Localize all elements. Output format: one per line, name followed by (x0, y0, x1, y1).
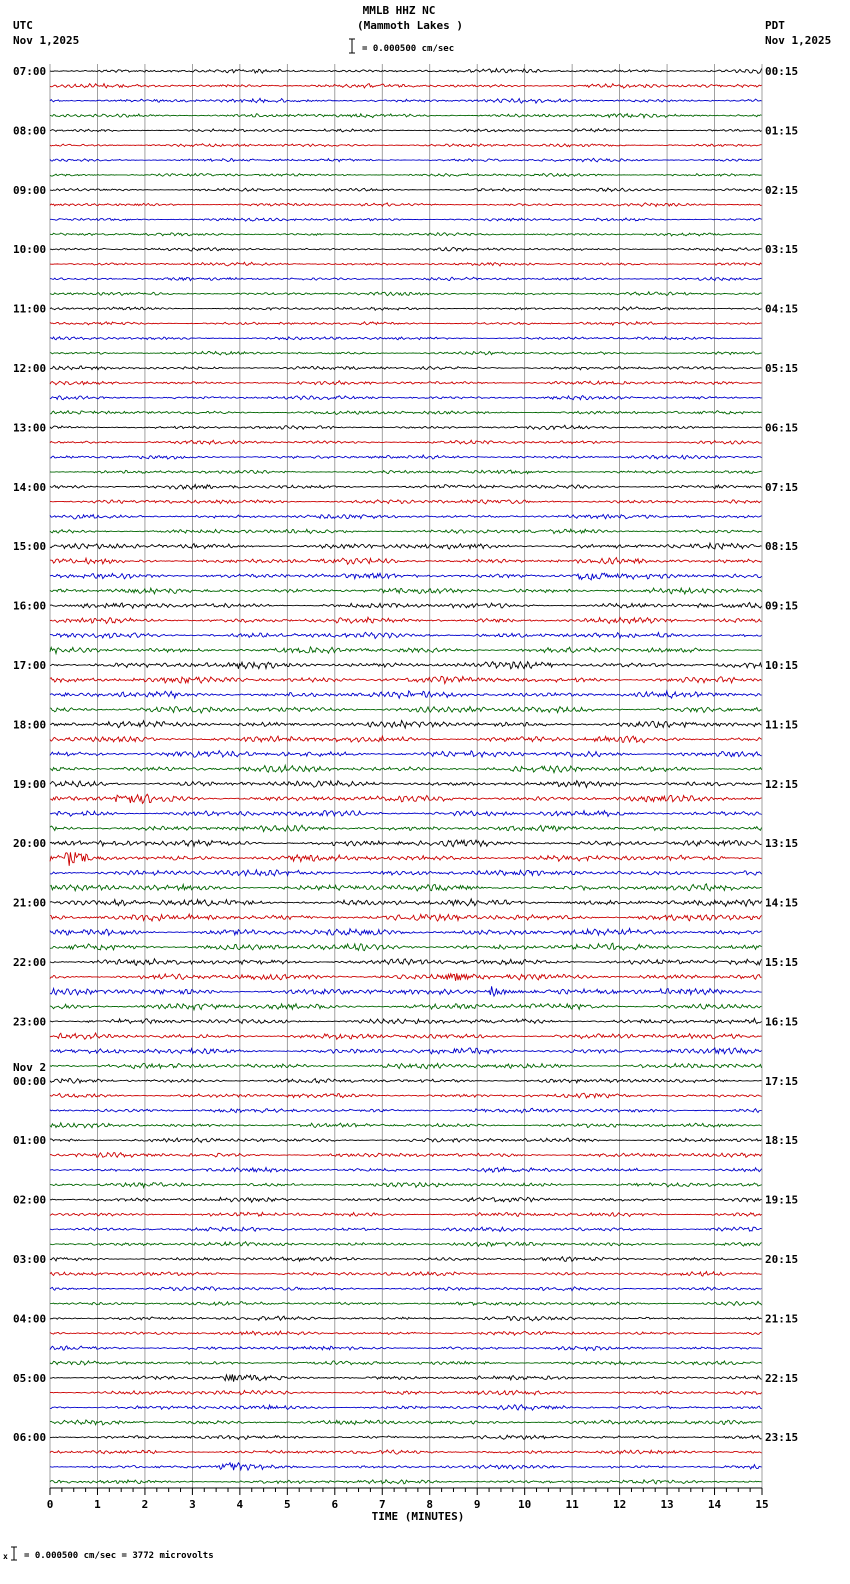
seismic-trace-line (50, 973, 762, 980)
seismic-trace-line (50, 632, 762, 638)
seismic-trace-line (50, 84, 762, 89)
seismic-trace-line (50, 707, 762, 714)
seismic-trace-line (50, 158, 762, 162)
pdt-hour-label: 23:15 (765, 1431, 799, 1445)
seismic-trace-line (50, 1182, 762, 1187)
seismic-trace-line (50, 1108, 762, 1113)
utc-hour-label: 23:00 (13, 1015, 47, 1029)
x-tick-label: 12 (612, 1498, 627, 1511)
seismic-trace-line (50, 1063, 762, 1068)
seismic-trace-line (50, 1450, 762, 1454)
utc-hour-label: 22:00 (13, 956, 47, 969)
pdt-hour-label: 05:15 (765, 362, 799, 375)
x-tick-label: 4 (236, 1498, 244, 1511)
utc-hour-label: 16:00 (13, 599, 47, 613)
seismic-trace-line (50, 1257, 762, 1262)
seismic-trace-line (50, 144, 762, 147)
station-location: (Mammoth Lakes ) (357, 19, 463, 32)
seismic-trace-line (50, 1033, 762, 1039)
utc-hour-label: 06:00 (13, 1431, 47, 1445)
seismic-trace-line (50, 1242, 762, 1247)
x-tick-label: 14 (707, 1498, 722, 1511)
seismic-trace-line (50, 322, 762, 326)
utc-hour-label: 11:00 (13, 302, 47, 316)
seismic-trace-line (50, 811, 762, 817)
utc-hour-label: 12:00 (13, 362, 47, 375)
pdt-hour-label: 00:15 (765, 65, 799, 78)
utc-hour-label: 15:00 (13, 540, 47, 554)
pdt-hour-label: 02:15 (765, 183, 799, 197)
seismic-trace-line (50, 129, 762, 132)
seismic-trace-line (50, 1168, 762, 1173)
pdt-hour-label: 08:15 (765, 540, 799, 554)
pdt-hour-label: 06:15 (765, 421, 799, 435)
utc-hour-label: 17:00 (13, 659, 47, 672)
utc-hour-label: 08:00 (13, 124, 47, 138)
seismic-trace-line (50, 721, 762, 729)
utc-hour-label: 10:00 (13, 243, 47, 257)
right-date: Nov 1,2025 (765, 34, 832, 47)
x-tick-label: 9 (473, 1498, 481, 1511)
seismic-trace-line (50, 1463, 762, 1471)
seismic-trace-line (50, 188, 762, 191)
seismic-trace-line (50, 381, 762, 385)
x-axis-title: TIME (MINUTES) (371, 1510, 465, 1523)
seismic-trace-line (50, 765, 762, 772)
x-tick-label: 13 (660, 1498, 674, 1511)
seismic-trace-line (50, 337, 762, 340)
seismic-trace-line (50, 366, 762, 370)
seismic-trace-line (50, 943, 762, 950)
seismic-trace-line (50, 218, 762, 221)
utc-hour-label: 14:00 (13, 480, 47, 494)
scale-bar-icon (349, 39, 355, 53)
seismic-trace-line (50, 928, 762, 935)
seismic-trace-line (50, 396, 762, 400)
pdt-hour-label: 01:15 (765, 124, 799, 138)
utc-hour-label: 09:00 (13, 183, 47, 197)
pdt-hour-label: 14:15 (765, 896, 799, 910)
pdt-hour-label: 21:15 (765, 1312, 799, 1326)
seismic-trace-line (50, 351, 762, 355)
seismic-trace-line (50, 691, 762, 698)
utc-hour-label: 18:00 (13, 718, 47, 732)
seismic-trace-line (50, 1405, 762, 1410)
seismic-trace-line (50, 114, 762, 118)
seismic-trace-line (50, 825, 762, 831)
seismic-trace-line (50, 1316, 762, 1321)
pdt-hour-label: 19:15 (765, 1193, 799, 1207)
seismic-trace-line (50, 558, 762, 565)
seismic-trace-line (50, 736, 762, 743)
seismic-trace-line (50, 617, 762, 623)
right-timezone: PDT (765, 19, 785, 32)
pdt-hour-label: 03:15 (765, 243, 799, 257)
x-tick-label: 0 (46, 1498, 54, 1511)
x-tick-label: 2 (141, 1498, 149, 1511)
seismic-trace-line (50, 1197, 762, 1202)
seismic-trace-line (50, 203, 762, 207)
x-tick-label: 11 (565, 1498, 579, 1511)
footer-scale-label: = 0.000500 cm/sec = 3772 microvolts (24, 1551, 214, 1561)
utc-hour-label: 13:00 (13, 421, 47, 435)
seismic-trace-line (50, 870, 762, 876)
seismic-trace-line (50, 676, 762, 683)
pdt-hour-label: 11:15 (765, 718, 799, 732)
pdt-hour-label: 04:15 (765, 302, 799, 316)
seismic-trace-line (50, 173, 762, 176)
seismic-trace-line (50, 1123, 762, 1128)
pdt-hour-label: 15:15 (765, 956, 799, 969)
seismic-trace-line (50, 751, 762, 758)
seismic-trace-line (50, 588, 762, 594)
date-change-label: Nov 2 (13, 1060, 47, 1074)
x-tick-label: 6 (331, 1498, 339, 1511)
utc-hour-label: 04:00 (13, 1312, 47, 1326)
seismic-trace-line (50, 852, 762, 866)
utc-hour-label: 02:00 (13, 1193, 47, 1207)
x-tick-label: 1 (94, 1498, 101, 1511)
seismic-trace-line (50, 647, 762, 654)
seismic-trace-line (50, 899, 762, 906)
seismic-trace-line (50, 1374, 762, 1381)
seismic-trace-line (50, 470, 762, 474)
seismic-trace-line (50, 1287, 762, 1291)
seismic-trace-line (50, 1271, 762, 1276)
seismic-trace-line (50, 247, 762, 251)
seismic-trace-line (50, 411, 762, 415)
pdt-hour-label: 22:15 (765, 1371, 799, 1385)
seismic-trace-line (50, 1390, 762, 1394)
seismic-trace-line (50, 1212, 762, 1216)
seismic-trace-line (50, 98, 762, 103)
seismic-trace-line (50, 1346, 762, 1351)
seismic-trace-line (50, 69, 762, 74)
pdt-hour-label: 09:15 (765, 599, 799, 613)
seismic-trace-line (50, 1435, 762, 1439)
x-tick-label: 3 (189, 1498, 196, 1511)
seismic-trace-line (50, 602, 762, 608)
pdt-hour-label: 13:15 (765, 837, 799, 851)
seismic-trace-line (50, 573, 762, 580)
pdt-hour-label: 17:15 (765, 1074, 799, 1088)
seismic-trace-line (50, 233, 762, 236)
utc-hour-label: 21:00 (13, 896, 47, 910)
seismic-trace-line (50, 425, 762, 429)
seismic-trace-line (50, 440, 762, 444)
x-tick-label: 5 (284, 1498, 291, 1511)
seismic-trace-line (50, 884, 762, 891)
utc-hour-label: 03:00 (13, 1253, 47, 1266)
utc-hour-label: 07:00 (13, 65, 47, 78)
seismic-trace-line (50, 1079, 762, 1084)
utc-hour-label: 00:00 (13, 1074, 47, 1088)
seismic-trace-line (50, 1420, 762, 1425)
left-date: Nov 1,2025 (13, 34, 80, 47)
seismic-trace-line (50, 1301, 762, 1305)
seismic-trace-line (50, 292, 762, 296)
seismic-trace-line (50, 1048, 762, 1054)
seismic-trace-line (50, 262, 762, 266)
seismic-trace-line (50, 781, 762, 788)
seismic-trace-line (50, 514, 762, 518)
seismic-trace-line (50, 662, 762, 669)
utc-hour-label: 05:00 (13, 1371, 47, 1385)
utc-hour-label: 01:00 (13, 1134, 47, 1148)
seismic-trace-line (50, 543, 762, 549)
seismic-trace-line (50, 1153, 762, 1158)
seismic-trace-line (50, 1480, 762, 1484)
seismic-trace-line (50, 1004, 762, 1010)
seismic-trace-line (50, 277, 762, 280)
seismic-trace-line (50, 1331, 762, 1335)
pdt-hour-label: 12:15 (765, 777, 799, 791)
x-tick-label: 7 (378, 1498, 386, 1511)
seismic-trace-line (50, 529, 762, 533)
seismic-trace-line (50, 485, 762, 490)
pdt-hour-label: 20:15 (765, 1253, 799, 1266)
x-tick-label: 8 (426, 1498, 434, 1511)
seismic-trace-line (50, 1361, 762, 1365)
scale-label: = 0.000500 cm/sec (362, 44, 455, 54)
seismic-trace-line (50, 1227, 762, 1231)
seismic-trace-line (50, 959, 762, 966)
seismic-trace-line (50, 794, 762, 803)
footer-scale-bar-icon (11, 1547, 17, 1560)
seismic-trace-line (50, 840, 762, 847)
seismic-trace-line (50, 1093, 762, 1098)
seismic-trace-line (50, 914, 762, 921)
seismic-trace-line (50, 986, 762, 996)
pdt-hour-label: 16:15 (765, 1015, 799, 1029)
seismic-trace-line (50, 307, 762, 310)
seismic-trace-line (50, 455, 762, 459)
x-tick-label: 15 (755, 1498, 769, 1511)
utc-hour-label: 20:00 (13, 837, 47, 851)
left-timezone: UTC (13, 19, 33, 32)
seismic-trace-line (50, 500, 762, 504)
utc-hour-label: 19:00 (13, 777, 47, 791)
seismic-trace-line (50, 1138, 762, 1142)
seismic-trace-line (50, 1018, 762, 1023)
pdt-hour-label: 18:15 (765, 1134, 799, 1148)
x-tick-label: 10 (518, 1498, 532, 1511)
footer-marker: x (3, 1552, 8, 1561)
station-title: MMLB HHZ NC (362, 4, 436, 17)
pdt-hour-label: 07:15 (765, 480, 799, 494)
pdt-hour-label: 10:15 (765, 659, 799, 672)
